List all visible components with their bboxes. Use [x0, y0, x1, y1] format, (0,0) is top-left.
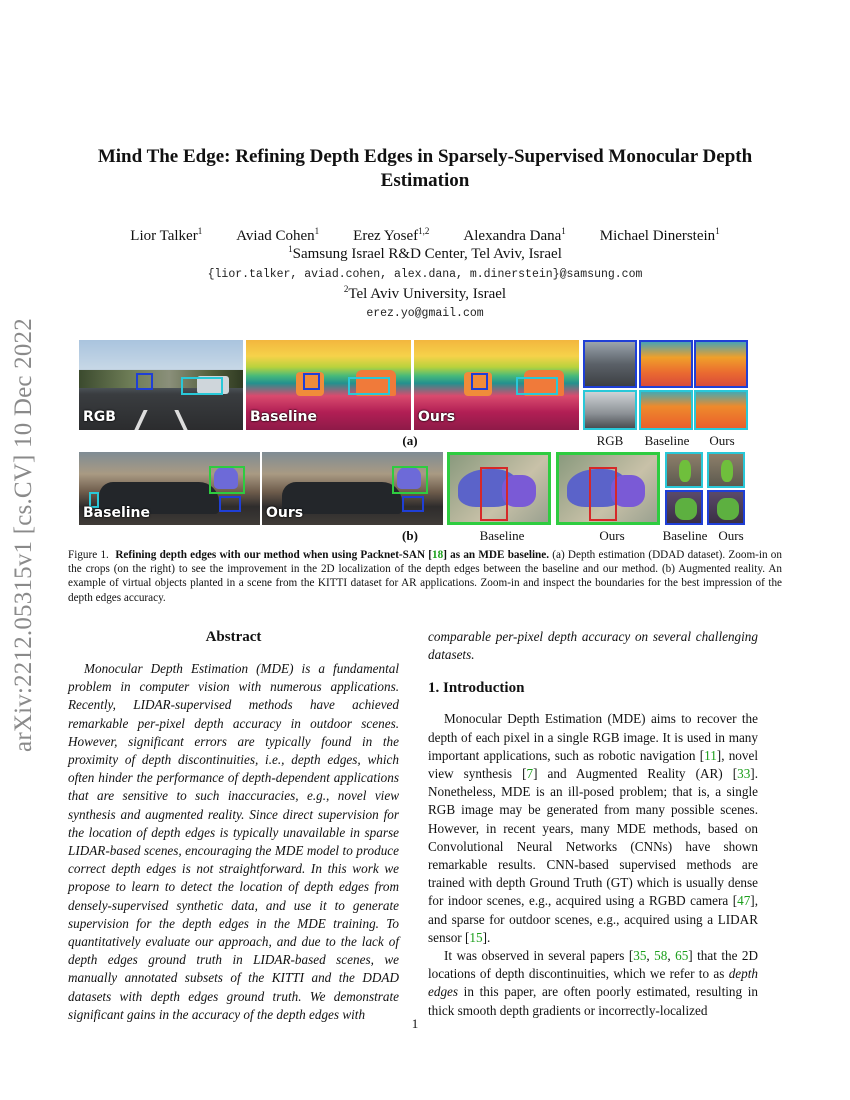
crop-box-blue	[471, 373, 488, 390]
crop-label-baseline-small: Baseline	[662, 528, 708, 543]
figure-a-rgb-image	[79, 340, 243, 430]
crop-box-cyan	[348, 377, 390, 395]
citation-link[interactable]: 18	[432, 549, 444, 561]
panel-label-baseline: Baseline	[83, 505, 151, 521]
crop-box-cyan	[516, 377, 558, 395]
page-number: 1	[411, 1016, 419, 1031]
citation-link[interactable]: 35	[633, 948, 647, 964]
crop-rgb-cyan	[583, 390, 637, 430]
crop-box-green	[209, 466, 245, 494]
crop-label-ours-small: Ours	[718, 528, 744, 543]
abstract-heading: Abstract	[205, 629, 262, 645]
figure-a-baseline-depth	[246, 340, 411, 430]
intro-heading: 1. Introduction	[428, 680, 525, 697]
author: Michael Dinerstein$^1$	[599, 226, 720, 244]
figure-caption	[68, 548, 782, 605]
crop-box-blue	[219, 496, 241, 512]
caption-bold: Refining depth edges with our method when using Packnet-SAN [18] as an MDE baseline.	[115, 549, 550, 561]
intro-paragraph-2: It was observed in several papers [35, 58, 65] that the 2D locations of depth discontinuities, which we refer to as depth edges in this paper, are often poorly estimated, resulting in thick smooth depth gradients or incorrectly-localized	[428, 948, 759, 1018]
caption-body: (a) Depth estimation (DDAD dataset). Zoom-in on the crops (on the right) to see the improvement in the 2D localization of the depth edges between the baseline and our method. (b) Augmented reality. An example of virtual objects planted in a scene from the KITTI dataset for AR applications. Zoom-in and inspect the boundaries for the best impression of the depth edges accuracy.	[68, 549, 782, 604]
crop-rgb-blue	[583, 340, 637, 388]
citation-link[interactable]: 47	[737, 893, 751, 909]
abstract-continued: comparable per-pixel depth accuracy on several challenging datasets.	[428, 629, 758, 663]
caption-lead: Figure 1.	[68, 549, 109, 561]
affiliation-2: $^2$Tel Aviv University, Israel	[343, 284, 507, 302]
crop-box-green	[392, 466, 428, 494]
author: Erez Yosef$^{1,2}$	[353, 226, 430, 244]
crop-box-red	[589, 467, 617, 521]
crop-ours-blue	[694, 340, 748, 388]
email-list-1: {lior.talker, aviad.cohen, alex.dana, m.dinerstein}@samsung.com	[207, 268, 643, 281]
citation-link[interactable]: 15	[469, 929, 483, 945]
crop-box-blue	[402, 496, 424, 512]
crop-baseline-cyan	[639, 390, 693, 430]
crop-label-ours: Ours	[709, 433, 735, 448]
crop-label-rgb: RGB	[596, 433, 624, 448]
crop-label-ours: Ours	[599, 528, 625, 543]
crop-ours-dinosaur	[556, 452, 660, 525]
citation-link[interactable]: 11	[704, 747, 717, 763]
right-column	[428, 628, 758, 1020]
abstract-section	[68, 628, 399, 1024]
abstract-text: Monocular Depth Estimation (MDE) is a fundamental problem in computer vision with numerous applications. Recently, LIDAR-supervised methods have achieved remarkable per-pixel depth accuracy in outdoor scenes. However, significant errors are typically found in the proximity of depth discontinuities, i.e., depth edges, which often hinder the performance of depth-dependent applications that are sensitive to such inaccuracies, e.g., novel view synthesis and augmented reality. Since direct supervision for the location of depth edges is typically unavailable in sparse LIDAR-based scenes, encouraging the MDE model to produce correct depth edges is not straightforward. In this work we propose to learn to detect the location of depth edges from densely-supervised synthetic data, and use it to generate supervision for the depth edges in the MDE training. To quantitatively evaluate our approach, and due to the lack of depth edges ground truth in LIDAR-based scenes, we manually annotated subsets of the KITTI and the DDAD datasets with depth edges ground truth. We demonstrate significant gains in the accuracy of the depth edges with	[68, 661, 399, 1022]
crop-label-baseline: Baseline	[644, 433, 690, 448]
citation-link[interactable]: 33	[737, 766, 751, 782]
crop-ours-small-top	[707, 452, 745, 488]
author-list	[60, 227, 790, 245]
crop-box-red	[480, 467, 508, 521]
crop-box-cyan	[181, 377, 223, 395]
email-2: erez.yo@gmail.com	[366, 307, 484, 320]
panel-label-ours: Ours	[418, 409, 456, 425]
crop-box-blue	[136, 373, 153, 390]
crop-ours-small-bottom	[707, 490, 745, 525]
panel-b-tag: (b)	[402, 528, 418, 543]
panel-label-rgb: RGB	[83, 409, 116, 425]
arxiv-identifier: arXiv:2212.05315v1 [cs.CV] 10 Dec 2022	[10, 318, 37, 752]
affiliation-1: $^1$Samsung Israel R&D Center, Tel Aviv, Israel	[288, 244, 562, 262]
crop-ours-cyan	[694, 390, 748, 430]
crop-baseline-blue	[639, 340, 693, 388]
figure-b-ours-ar	[262, 452, 443, 525]
panel-label-baseline: Baseline	[250, 409, 318, 425]
citation-link[interactable]: 7	[526, 766, 534, 782]
panel-a-tag: (a)	[402, 433, 418, 448]
arxiv-sidebar	[2, 290, 46, 780]
figure-a-ours-depth	[414, 340, 579, 430]
citation-link[interactable]: 65	[675, 948, 689, 964]
author: Aviad Cohen$^1$	[236, 226, 320, 244]
crop-baseline-small-bottom	[665, 490, 703, 525]
paper-title: Mind The Edge: Refining Depth Edges in Sparsely-Supervised Monocular Depth Estimation	[97, 146, 753, 191]
author: Lior Talker$^1$	[130, 226, 203, 244]
intro-paragraph-1: Monocular Depth Estimation (MDE) aims to recover the depth of each pixel in a single RGB image. It is used in many important applications, such as robotic navigation [11], novel view synthesis [7] and Augmented Reality (AR) [33]. Nonetheless, MDE is an ill-posed problem; that is, a single RGB image may be generated from many possible scenes. However, in recent years, many MDE methods, based on Convolutional Neural Networks (CNNs) have shown remarkable results. CNN-based supervised methods are trained with depth Ground Truth (GT) which is usually dense for indoor scenes, e.g., acquired using a RGBD camera [47], and sparse for outdoor scenes, e.g., acquired using a LIDAR sensor [15].	[428, 711, 758, 945]
crop-box-blue	[303, 373, 320, 390]
panel-label-ours: Ours	[266, 505, 304, 521]
crop-label-baseline: Baseline	[479, 528, 525, 543]
citation-link[interactable]: 58	[654, 948, 668, 964]
crop-baseline-small-top	[665, 452, 703, 488]
figure-b-baseline-ar	[79, 452, 260, 525]
author: Alexandra Dana$^1$	[463, 226, 566, 244]
crop-baseline-dinosaur	[447, 452, 551, 525]
